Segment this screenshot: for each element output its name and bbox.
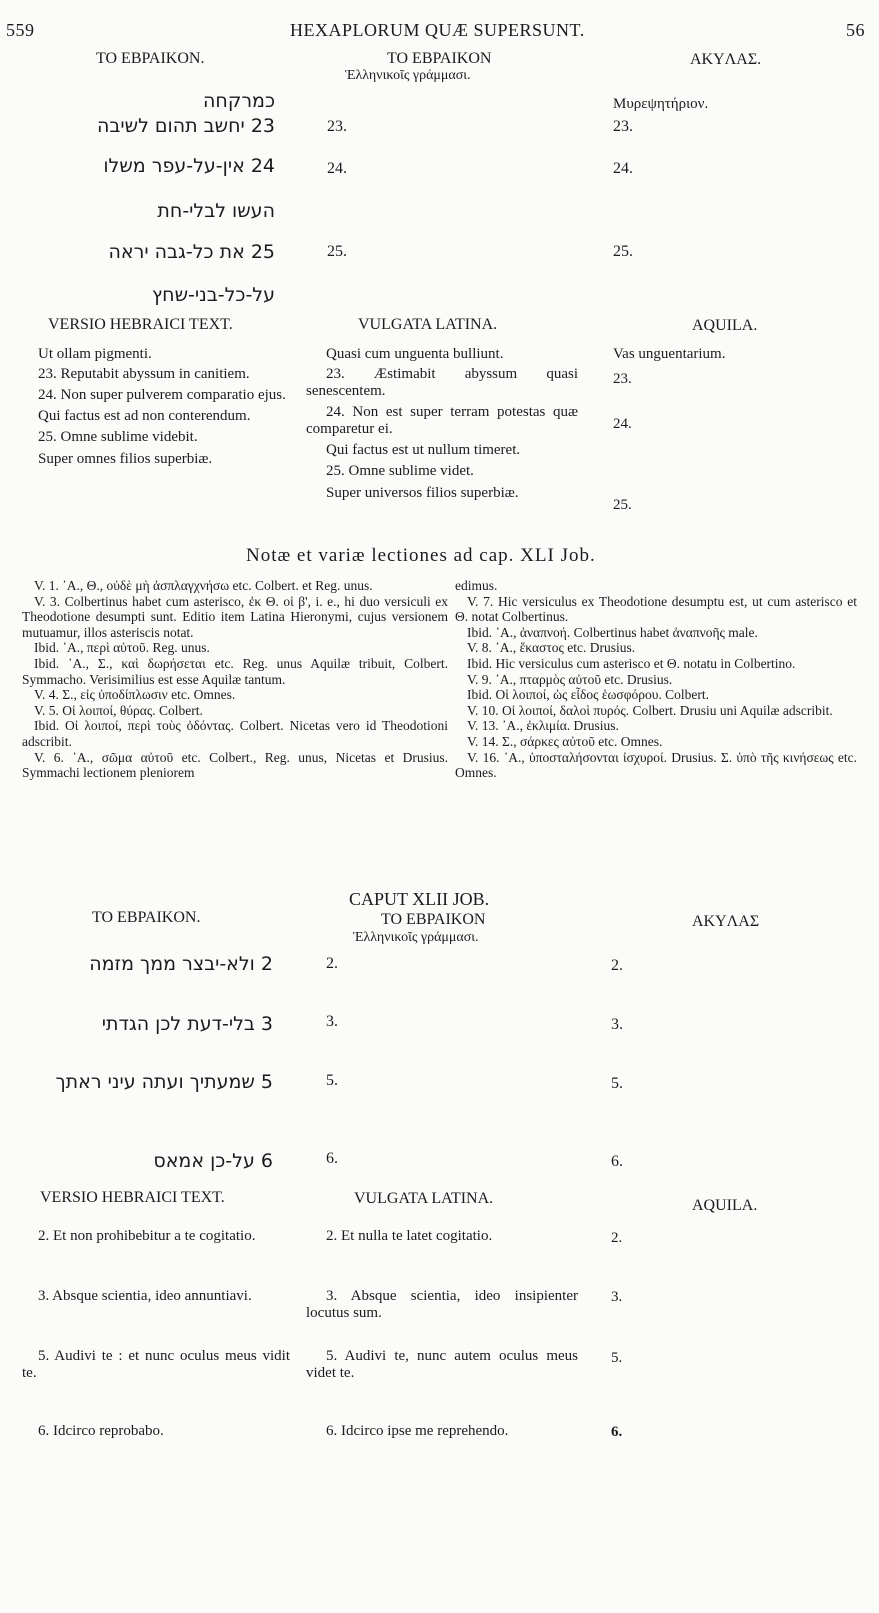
note-paragraph: V. 3. Colbertinus habet cum asterisco, ἐκ Θ. οἱ β', i. e., hi duo versiculi ex Theodotione desumpti sunt. Editio item Latina Hieronymi, cujus versionem mutuamur, illos asteriscis notat.	[22, 593, 448, 640]
versio-line: 24. Non super pulverem comparatio ejus.	[38, 387, 286, 403]
hebrew-line: 6 על-כן אמאס	[153, 1150, 273, 1172]
translit-number: 3.	[326, 1013, 338, 1030]
note-paragraph: Ibid. ᾿Α., Σ., καὶ δωρήσεται etc. Reg. unus Aquilæ tribuit, Colbert. Symmacho. Verisimilius est esse Aquilæ tantum.	[22, 655, 448, 687]
versio-line: Super omnes filios superbiæ.	[38, 451, 213, 467]
notes-right-column	[455, 578, 857, 781]
page-number-right: 56	[846, 20, 865, 40]
aquila-number: 5.	[611, 1075, 623, 1092]
col-head-hebrew: TO EBPAIKON.	[96, 50, 205, 67]
versio-line: 23. Reputabit abyssum in canitiem.	[38, 366, 250, 382]
note-paragraph: V. 9. ᾿Α., πταρμὸς αὐτοῦ etc. Drusius.	[467, 671, 673, 687]
col-head-hebrew: TO EBPAIKON.	[92, 909, 201, 926]
note-paragraph: V. 13. ᾿Α., ἐκλιμία. Drusius.	[467, 718, 619, 734]
versio-line: Qui factus est ad non conterendum.	[38, 408, 251, 424]
note-paragraph: Ibid. Οἱ λοιποί, περὶ τοὺς ὀδόντας. Colbert. Nicetas vero id Theodotioni adscribit.	[22, 718, 448, 749]
vulgata-line: 24. Non est super terram potestas quæ comparetur ei.	[306, 404, 578, 437]
versio-line: Ut ollam pigmenti.	[38, 346, 152, 362]
hebrew-line: על-כל-בני-שחץ	[151, 284, 275, 306]
hebrew-line: 25 את כל-גבה יראה	[108, 241, 275, 263]
versio-line: 2. Et non prohibebitur a te cogitatio.	[38, 1228, 256, 1244]
hebrew-line: 3 בלי-דעת לכן הגדתי	[101, 1013, 273, 1035]
chapter-heading: CAPUT XLII JOB.	[349, 889, 490, 909]
note-paragraph: V. 10. Οἱ λοιποί, δαλοὶ πυρός. Colbert. Drusiu uni Aquilæ adscribit.	[467, 702, 833, 718]
vulgata-line: Super universos filios superbiæ.	[326, 485, 519, 501]
note-paragraph: V. 7. Hic versiculus ex Theodotione desumptu est, ut cum asterisco et Θ. notat Colbertinus.	[455, 593, 857, 625]
col-head-translit: TO EBPAIKON	[381, 911, 486, 928]
col-subhead-translit: Ἑλληνικοῖς γράμμασι.	[345, 68, 471, 83]
translit-number: 5.	[326, 1072, 338, 1089]
vulgata-line: Qui factus est ut nullum timeret.	[326, 442, 521, 458]
aquila-latin-number: 3.	[611, 1289, 623, 1305]
head-versio: VERSIO HEBRAICI TEXT.	[40, 1189, 225, 1206]
note-paragraph: V. 6. ᾿Α., σῶμα αὐτοῦ etc. Colbert., Reg. unus, Nicetas et Drusius. Symmachi lectionem pleniorem	[22, 749, 448, 781]
aquila-number: 24.	[613, 160, 633, 177]
translit-number: 23.	[327, 118, 347, 135]
hebrew-line: 24 אין-על-עפר משלו	[103, 155, 275, 177]
col-subhead-translit: Ἑλληνικοῖς γράμμασι.	[353, 930, 479, 945]
translit-number: 6.	[326, 1150, 338, 1167]
aquila-number: 23.	[613, 118, 633, 135]
col-head-translit: TO EBPAIKON	[387, 50, 492, 67]
translit-number: 2.	[326, 955, 338, 972]
hebrew-line: העשו לבלי-חת	[157, 200, 275, 222]
hebrew-line: 23 יחשב תהום לשיבה	[96, 115, 275, 137]
vulgata-line: 5. Audivi te, nunc autem oculus meus videt te.	[306, 1348, 578, 1381]
hebrew-line: 2 ולא-יבצר ממך מזמה	[89, 953, 273, 975]
aquila-latin-number: 6.	[611, 1424, 623, 1440]
translit-number: 24.	[327, 160, 347, 177]
aquila-latin-number: 25.	[613, 497, 632, 513]
note-paragraph: Ibid. Οἱ λοιποί, ὡς εἶδος ἑωσφόρου. Colbert.	[467, 687, 710, 703]
aquila-number: 2.	[611, 957, 623, 974]
head-vulgata: VULGATA LATINA.	[354, 1190, 494, 1207]
vulgata-line: 6. Idcirco ipse me reprehendo.	[326, 1423, 509, 1439]
translit-number: 25.	[327, 243, 347, 260]
col-head-aquila: AKYΛAΣ	[692, 913, 760, 930]
aquila-number: 3.	[611, 1016, 623, 1033]
note-paragraph: V. 16. ᾿Α., ὑποσταλήσονται ἰσχυροί. Drusius. Σ. ὑπὸ τῆς κινήσεως etc. Omnes.	[455, 749, 857, 781]
note-paragraph: V. 14. Σ., σάρκες αὐτοῦ etc. Omnes.	[467, 733, 663, 749]
vulgata-line: 2. Et nulla te latet cogitatio.	[326, 1228, 493, 1244]
vulgata-line: 25. Omne sublime videt.	[326, 463, 474, 479]
aquila-number: 6.	[611, 1153, 623, 1170]
running-title: HEXAPLORUM QUÆ SUPERSUNT.	[290, 20, 585, 40]
hebrew-line: 5 שמעתיך ועתה עיני ראתך	[55, 1071, 273, 1093]
aquila-latin-line: Vas unguentarium.	[613, 346, 726, 362]
page-number-left: 559	[6, 20, 35, 40]
aquila-greek-line: Μυρεψητήριον.	[613, 96, 709, 112]
note-paragraph: V. 5. Οἱ λοιποί, θύρας. Colbert.	[34, 702, 203, 718]
aquila-number: 25.	[613, 243, 633, 260]
versio-line: 6. Idcirco reprobabo.	[38, 1423, 164, 1439]
head-vulgata: VULGATA LATINA.	[358, 316, 498, 333]
note-paragraph: V. 8. ᾿Α., ἕκαστος etc. Drusius.	[467, 640, 636, 656]
vulgata-line: 23. Æstimabit abyssum quasi senescentem.	[306, 366, 578, 399]
note-paragraph: V. 1. ᾿Α., Θ., οὐδὲ μὴ ἀσπλαγχνήσω etc. Colbert. et Reg. unus.	[34, 578, 373, 593]
aquila-latin-number: 2.	[611, 1230, 623, 1246]
notes-left-column	[22, 578, 448, 781]
note-paragraph: V. 4. Σ., εἰς ὑποδίπλωσιν etc. Omnes.	[34, 687, 236, 703]
vulgata-line: Quasi cum unguenta bulliunt.	[326, 346, 504, 362]
head-aquila-latin: AQUILA.	[692, 317, 758, 334]
note-paragraph: Ibid. ᾿Α., περὶ αὐτοῦ. Reg. unus.	[34, 640, 210, 656]
head-aquila-latin: AQUILA.	[692, 1197, 758, 1214]
vulgata-line: 3. Absque scientia, ideo insipienter locutus sum.	[306, 1288, 578, 1321]
versio-line: 25. Omne sublime videbit.	[38, 429, 198, 445]
note-paragraph: Ibid. ᾿Α., ἀναπνοή. Colbertinus habet ἀναπνοῆς male.	[467, 624, 758, 640]
note-paragraph: edimus.	[455, 578, 498, 593]
versio-line: 5. Audivi te : et nunc oculus meus vidit te.	[22, 1348, 290, 1381]
versio-line: 3. Absque scientia, ideo annuntiavi.	[38, 1288, 252, 1304]
aquila-latin-number: 5.	[611, 1350, 623, 1366]
aquila-latin-number: 23.	[613, 371, 632, 387]
notes-title: Notæ et variæ lectiones ad cap. XLI Job.	[246, 545, 596, 566]
hebrew-line: כמרקחה	[203, 90, 275, 112]
head-versio: VERSIO HEBRAICI TEXT.	[48, 316, 233, 333]
note-paragraph: Ibid. Hic versiculus cum asterisco et Θ. notatu in Colbertino.	[467, 655, 796, 671]
aquila-latin-number: 24.	[613, 416, 632, 432]
col-head-aquila: AKYΛAΣ.	[690, 51, 762, 68]
